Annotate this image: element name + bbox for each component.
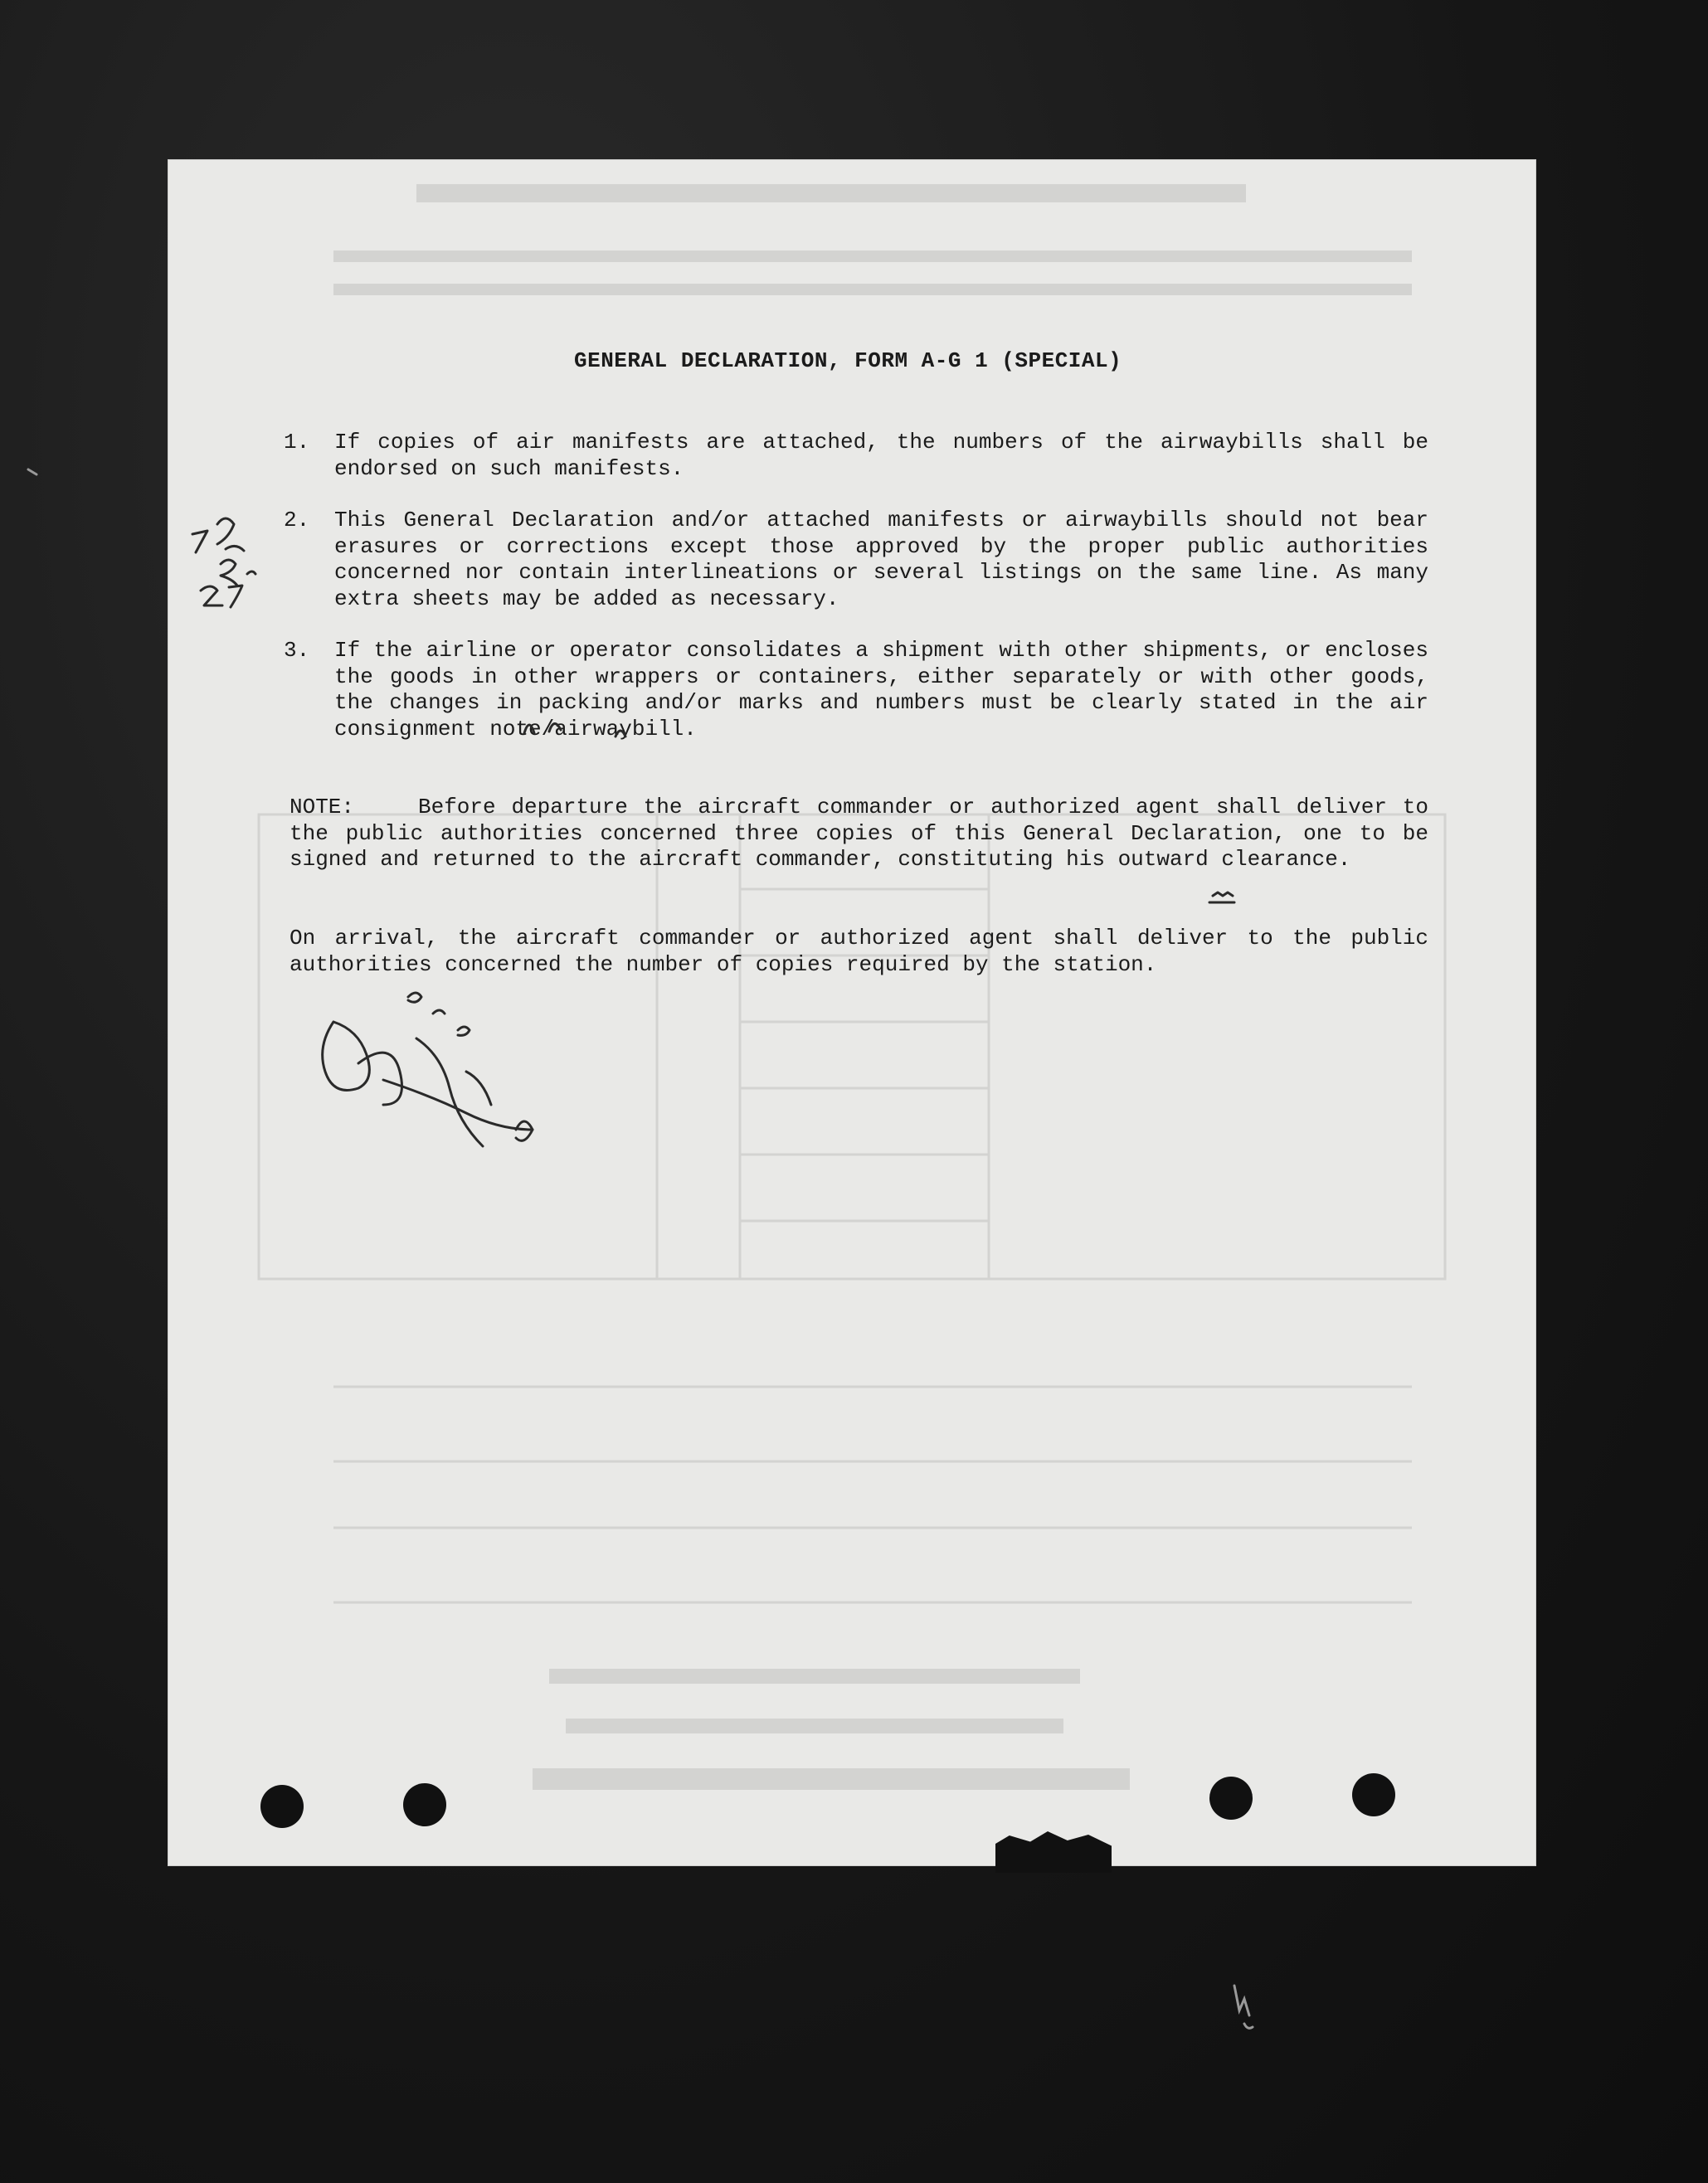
item-number: 3.: [284, 638, 310, 663]
note-label: NOTE:: [290, 795, 355, 819]
document-page: [168, 159, 1536, 1866]
item-text: If the airline or operator consolidates a shipment with other shipments, or encloses the goods in other wrappers or containers, either separately or with other goods, the changes in packing and/or marks and numbers must be clearly stated in the air consignment note/airwaybill.: [334, 638, 1428, 741]
handwritten-annotations: [168, 159, 1536, 1866]
torn-edge: [995, 1831, 1112, 1873]
item-number: 2.: [284, 508, 310, 532]
arrival-paragraph: On arrival, the aircraft commander or authorized agent shall deliver to the public authorities concerned the number of copies required by the station.: [290, 926, 1428, 977]
item-number: 1.: [284, 430, 310, 455]
note-text: Before departure the aircraft commander or authorized agent shall deliver to the public authorities concerned three copies of this General Declaration, one to be signed and returned to the aircraft commander, constituting his outward clearance.: [290, 795, 1428, 872]
item-text: If copies of air manifests are attached, the numbers of the airwaybills shall be endorsed on such manifests.: [334, 430, 1428, 481]
document-title: GENERAL DECLARATION, FORM A-G 1 (SPECIAL): [574, 348, 1122, 373]
item-text: This General Declaration and/or attached manifests or airwaybills should not bear erasures or corrections except those approved by the proper public authorities concerned nor contain interlineations or several listings on the same line. As many extra sheets may be added as necessary.: [334, 508, 1428, 611]
